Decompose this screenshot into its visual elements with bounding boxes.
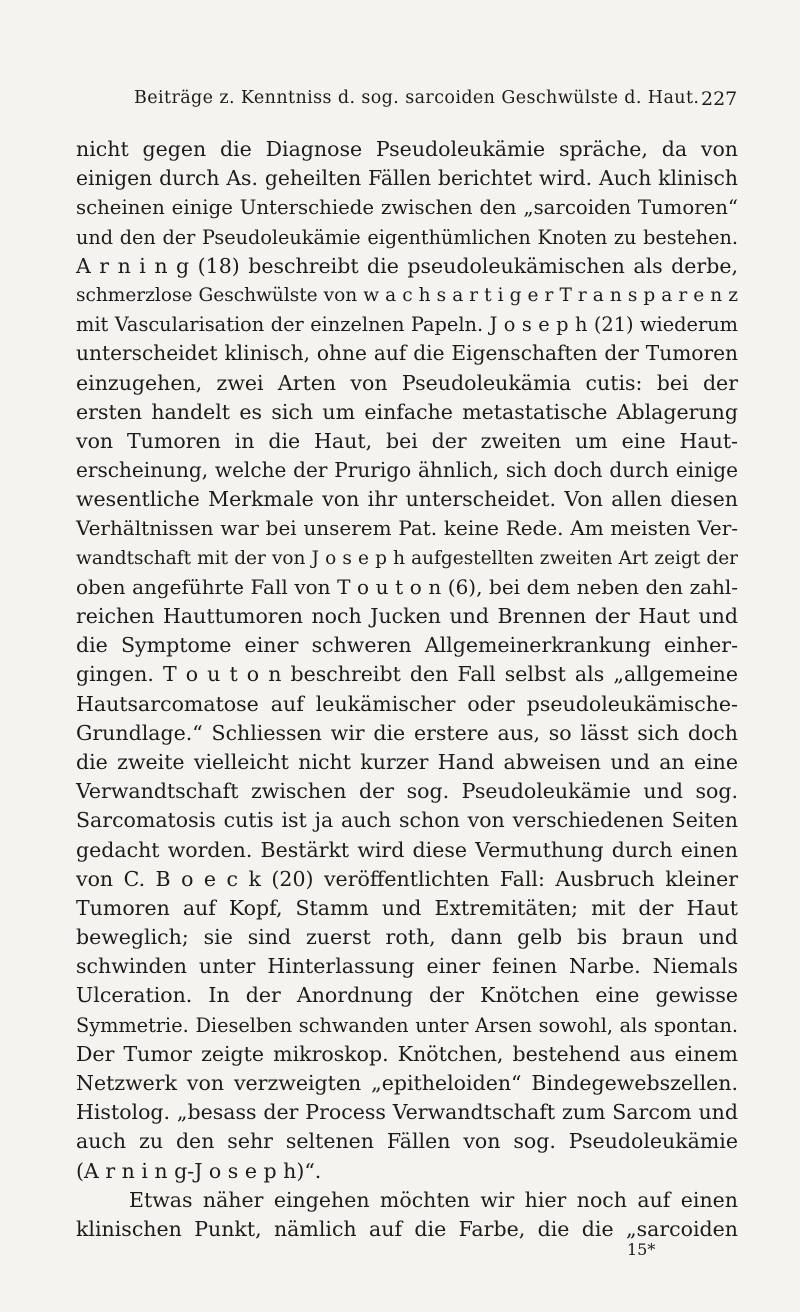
- text-line: und den der Pseudoleukämie eigenthümlichen Knoten zu bestehen.: [76, 225, 738, 249]
- text-line: einigen durch As. geheilten Fällen berichtet wird. Auch klinisch: [76, 166, 738, 191]
- text-line: reichen Hauttumoren noch Jucken und Brennen der Haut und: [76, 604, 738, 628]
- text-line: Ulceration. In der Anordnung der Knötchen eine gewisse: [76, 983, 738, 1008]
- text-line: nicht gegen die Diagnose Pseudoleukämie spräche, da von: [76, 137, 738, 161]
- text-line: gedacht worden. Bestärkt wird diese Vermuthung durch einen: [76, 837, 738, 862]
- text-line: wandtschaft mit der von J o s e p h aufgestellten zweiten Art zeigt der: [76, 547, 738, 569]
- text-line: die zweite vielleicht nicht kurzer Hand abweisen und an eine: [76, 749, 738, 774]
- text-line: wesentliche Merkmale von ihr unterscheidet. Von allen diesen: [76, 487, 738, 512]
- text-line: schwinden unter Hinterlassung einer feinen Narbe. Niemals: [76, 954, 738, 979]
- text-line: gingen. T o u t o n beschreibt den Fall selbst als „allgemeine: [76, 662, 738, 687]
- paragraph-end-line: (A r n i n g-J o s e p h)“.: [76, 1158, 322, 1183]
- text-line: unterscheidet klinisch, ohne auf die Eigenschaften der Tumoren: [76, 341, 738, 366]
- text-line: Verwandtschaft zwischen der sog. Pseudoleukämie und sog.: [76, 779, 738, 804]
- text-line: von C. B o e c k (20) veröffentlichten Fall: Ausbruch kleiner: [76, 866, 738, 891]
- text-line: Histolog. „besass der Process Verwandtschaft zum Sarcom und: [76, 1100, 738, 1125]
- text-line: schmerzlose Geschwülste von w a c h s a r t i g e r T r a n s p a r e n z: [76, 284, 738, 306]
- text-line: die Symptome einer schweren Allgemeinerkrankung einher-: [76, 633, 738, 658]
- text-line: Verhältnissen war bei unserem Pat. keine Rede. Am meisten Ver-: [76, 516, 738, 541]
- text-line: einzugehen, zwei Arten von Pseudoleukämia cutis: bei der: [76, 370, 738, 395]
- text-line: Netzwerk von verzweigten „epitheloiden“ Bindegewebszellen.: [76, 1071, 738, 1095]
- text-line: von Tumoren in die Haut, bei der zweiten um eine Haut-: [76, 428, 738, 453]
- text-line: oben angeführte Fall von T o u t o n (6), bei dem neben den zahl-: [76, 574, 738, 599]
- text-line: erscheinung, welche der Prurigo ähnlich, sich doch durch einige: [76, 458, 738, 483]
- text-line: klinischen Punkt, nämlich auf die Farbe, die die „sarcoiden: [76, 1216, 738, 1241]
- text-line: mit Vascularisation der einzelnen Papeln. J o s e p h (21) wiederum: [76, 313, 738, 337]
- text-line: auch zu den sehr seltenen Fällen von sog. Pseudoleukämie: [76, 1129, 738, 1154]
- text-line: Sarcomatosis cutis ist ja auch schon von verschiedenen Seiten: [76, 808, 738, 833]
- page-number: 227: [701, 88, 738, 110]
- text-line: scheinen einige Unterschiede zwischen den „sarcoiden Tumoren“: [76, 196, 738, 220]
- text-line: Der Tumor zeigte mikroskop. Knötchen, bestehend aus einem: [76, 1041, 738, 1066]
- text-line: Symmetrie. Dieselben schwanden unter Arsen sowohl, als spontan.: [76, 1013, 738, 1037]
- text-line: A r n i n g (18) beschreibt die pseudoleukämischen als derbe,: [76, 253, 738, 278]
- text-line: Grundlage.“ Schliessen wir die erstere aus, so lässt sich doch: [76, 720, 738, 745]
- text-line: ersten handelt es sich um einfache metastatische Ablagerung: [76, 399, 738, 424]
- paragraph-start-line: Etwas näher eingehen möchten wir hier noch auf einen: [129, 1187, 738, 1212]
- text-line: Tumoren auf Kopf, Stamm und Extremitäten; mit der Haut: [76, 895, 738, 920]
- signature-mark: 15*: [627, 1240, 656, 1259]
- body-text: [76, 135, 738, 1244]
- running-title: Beiträge z. Kenntniss d. sog. sarcoiden Geschwülste d. Haut.: [134, 88, 700, 108]
- text-line: Hautsarcomatose auf leukämischer oder pseudoleukämische-: [76, 691, 738, 716]
- text-line: beweglich; sie sind zuerst roth, dann gelb bis braun und: [76, 925, 738, 950]
